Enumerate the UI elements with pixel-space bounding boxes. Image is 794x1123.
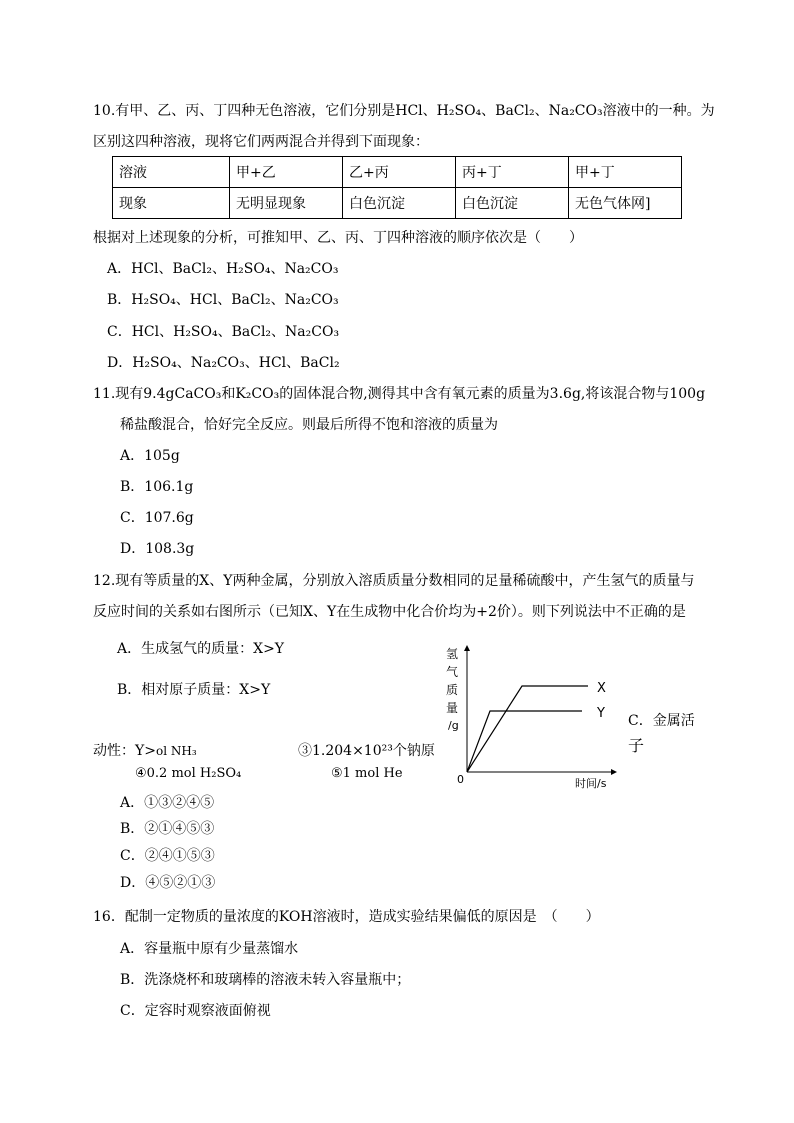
q12-fragment-c: ④0.2 mol H₂SO₄: [135, 766, 242, 781]
series-y-line: [467, 711, 582, 772]
y-label-char: 氢: [446, 647, 459, 661]
q12-line1: 12.现有等质量的X、Y两种金属，分别放入溶质质量分数相同的足量稀硫酸中，产生氢气的质量与: [93, 573, 695, 589]
q12-option-a: A．生成氢气的质量：X>Y: [117, 641, 285, 657]
series-y-label: Y: [597, 706, 605, 721]
x-axis-label: 时间/s: [575, 777, 607, 790]
table-cell: 甲+丁: [569, 157, 682, 188]
q10-option-b: B．H₂SO₄、HCl、BaCl₂、Na₂CO₃: [107, 292, 339, 308]
q12-option-b: B．相对原子质量：X>Y: [117, 682, 271, 698]
q10-option-c: C．HCl、H₂SO₄、BaCl₂、Na₂CO₃: [107, 324, 340, 340]
y-label-unit: /g: [448, 719, 459, 732]
q12-option-d-list: D．④⑤②①③: [120, 875, 216, 891]
q11-option-c: C．107.6g: [120, 510, 194, 526]
table-cell: 无明显现象: [230, 188, 343, 219]
q10-question: 根据对上述现象的分析，可推知甲、乙、丙、丁四种溶液的顺序依次是（ ）: [93, 230, 583, 246]
q10-option-d: D．H₂SO₄、Na₂CO₃、HCl、BaCl₂: [107, 355, 340, 371]
q16-option-a: A．容量瓶中原有少量蒸馏水: [120, 941, 299, 957]
series-x-line: [467, 686, 588, 772]
q12-option-b-list: B．②①④⑤③: [120, 821, 215, 837]
q12-option-a-list: A．①③②④⑤: [120, 795, 215, 811]
q11-line2: 稀盐酸混合，恰好完全反应。则最后所得不饱和溶液的质量为: [120, 417, 498, 433]
q10-line1: 10.有甲、乙、丙、丁四种无色溶液，它们分别是HCl、H₂SO₄、BaCl₂、Na₂CO₃溶液中的一种。为: [93, 103, 715, 119]
q12-option-c-part1: C．金属活: [628, 713, 695, 729]
observation-table: [112, 156, 682, 219]
q12-fragment-d: ⑤1 mol He: [331, 766, 403, 781]
q10-line2: 区别这四种溶液，现将它们两两混合并得到下面现象：: [93, 134, 429, 150]
q11-line1: 11.现有9.4gCaCO₃和K₂CO₃的固体混合物,测得其中含有氧元素的质量为3.6g,将该混合物与100g: [93, 386, 706, 402]
y-label-char: 质: [446, 683, 459, 697]
fragment-a-text: ol NH₃: [155, 744, 197, 758]
q12-fragment-b: ③1.204×10²³个钠原: [298, 743, 435, 759]
q12-fragment-dongxing: [93, 742, 197, 760]
q11-option-a: A．105g: [120, 448, 180, 464]
q11-option-b: B．106.1g: [120, 479, 194, 495]
q12-option-c-list: C．②④①⑤③: [120, 848, 215, 864]
table-cell: 白色沉淀: [343, 188, 456, 219]
series-x-label: X: [597, 681, 606, 696]
table-cell: 现象: [113, 188, 230, 219]
table-cell: 丙+丁: [456, 157, 569, 188]
table-cell: 白色沉淀: [456, 188, 569, 219]
q12-option-c-zi: 子: [628, 736, 645, 755]
q10-option-a: A．HCl、BaCl₂、H₂SO₄、Na₂CO₃: [107, 261, 339, 277]
q16-line1: 16．配制一定物质的量浓度的KOH溶液时，造成实验结果偏低的原因是 （ ）: [93, 909, 600, 925]
q16-option-b: B．洗涤烧杯和玻璃棒的溶液未转入容量瓶中；: [120, 972, 411, 988]
table-cell: 无色气体网]: [569, 188, 682, 219]
origin-label: 0: [457, 773, 464, 786]
q12-line2: 反应时间的关系如右图所示（已知X、Y在生成物中化合价均为+2价）。则下列说法中不正确的是: [93, 604, 686, 620]
table-cell: 甲+乙: [230, 157, 343, 188]
table-cell: 乙+丙: [343, 157, 456, 188]
q16-option-c: C．定容时观察液面俯视: [120, 1003, 271, 1019]
table-cell: 溶液: [113, 157, 230, 188]
dongxing-text: 动性：Y>: [93, 743, 156, 759]
hydrogen-mass-graph: [440, 640, 620, 790]
y-label-char: 量: [446, 701, 459, 715]
table-header-row: [113, 157, 682, 188]
y-label-char: 气: [446, 665, 459, 679]
table-row: [113, 188, 682, 219]
q11-option-d: D．108.3g: [120, 541, 195, 557]
